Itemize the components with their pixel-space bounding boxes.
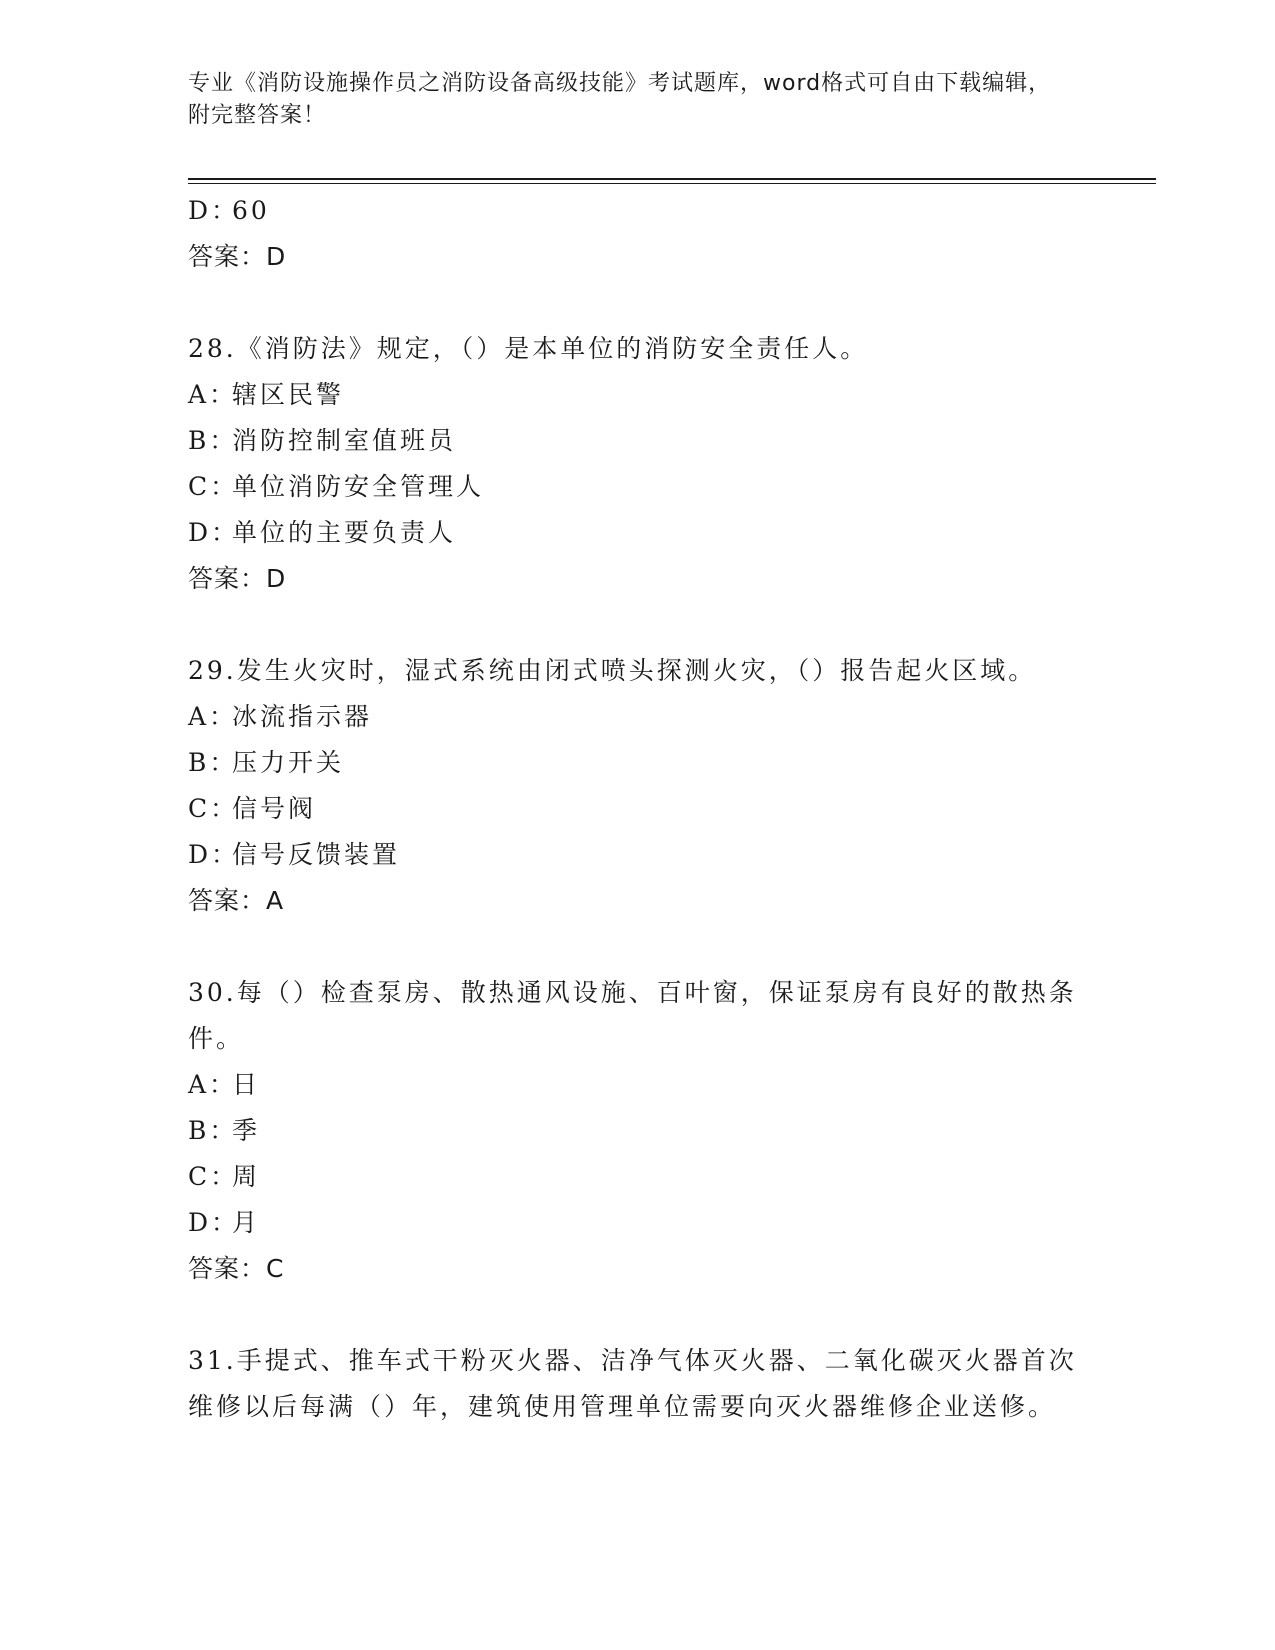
option-c: [188, 464, 1088, 510]
question-stem: 31.手提式、推车式干粉灭火器、洁净气体灭火器、二氧化碳灭火器首次维修以后每满（）年，建筑使用管理单位需要向灭火器维修企业送修。: [188, 1346, 1077, 1421]
option-text: 辖区民警: [232, 380, 345, 409]
option-letter: B：: [188, 426, 238, 455]
header-divider-thin: [188, 183, 1156, 184]
option-b: [188, 418, 1088, 464]
option-text: 月: [232, 1208, 261, 1237]
option-letter: C：: [188, 794, 239, 823]
option-d: [188, 510, 1088, 556]
option-text: 单位的主要负责人: [232, 518, 457, 547]
answer-line: 答案：C: [188, 1254, 285, 1283]
question-list: [188, 188, 1088, 1430]
option-text: 60: [232, 196, 270, 225]
option-a: [188, 372, 1088, 418]
answer-line: 答案：D: [188, 242, 287, 271]
option-d: [188, 1200, 1088, 1246]
option-text: 信号阀: [232, 794, 317, 823]
option-d: [188, 832, 1088, 878]
option-text: 消防控制室值班员: [232, 426, 457, 455]
option-letter: D：: [188, 196, 240, 225]
header-divider-thick: [188, 178, 1156, 180]
spacer: [188, 1292, 1088, 1338]
option-c: [188, 786, 1088, 832]
question-stem: 29.发生火灾时，湿式系统由闭式喷头探测火灾，（）报告起火区域。: [188, 656, 1037, 685]
option-letter: A：: [188, 702, 238, 731]
question-stem: 30.每（）检查泵房、散热通风设施、百叶窗，保证泵房有良好的散热条件。: [188, 978, 1077, 1053]
option-letter: D：: [188, 518, 240, 547]
option-letter: B：: [188, 1116, 238, 1145]
option-text: 信号反馈装置: [232, 840, 401, 869]
option-b: [188, 740, 1088, 786]
answer-line: 答案：D: [188, 564, 287, 593]
option-text: 日: [232, 1070, 261, 1099]
spacer: [188, 280, 1088, 326]
option-letter: A：: [188, 380, 238, 409]
option-a: [188, 1062, 1088, 1108]
spacer: [188, 602, 1088, 648]
spacer: [188, 924, 1088, 970]
option-text: 周: [232, 1162, 261, 1191]
option-letter: A：: [188, 1070, 238, 1099]
option-b: [188, 1108, 1088, 1154]
option-letter: B：: [188, 748, 238, 777]
option-text: 单位消防安全管理人: [232, 472, 485, 501]
option-text: 冰流指示器: [232, 702, 373, 731]
question-stem: 28.《消防法》规定，（）是本单位的消防安全责任人。: [188, 334, 869, 363]
option-d: [188, 188, 1088, 234]
option-letter: D：: [188, 840, 240, 869]
option-c: [188, 1154, 1088, 1200]
option-letter: D：: [188, 1208, 240, 1237]
option-a: [188, 694, 1088, 740]
option-text: 压力开关: [232, 748, 345, 777]
option-letter: C：: [188, 472, 239, 501]
option-text: 季: [232, 1116, 261, 1145]
page-header: 专业《消防设施操作员之消防设备高级技能》考试题库，word格式可自由下载编辑，附完整答案！: [188, 71, 1052, 128]
answer-line: 答案：A: [188, 886, 285, 915]
option-letter: C：: [188, 1162, 239, 1191]
